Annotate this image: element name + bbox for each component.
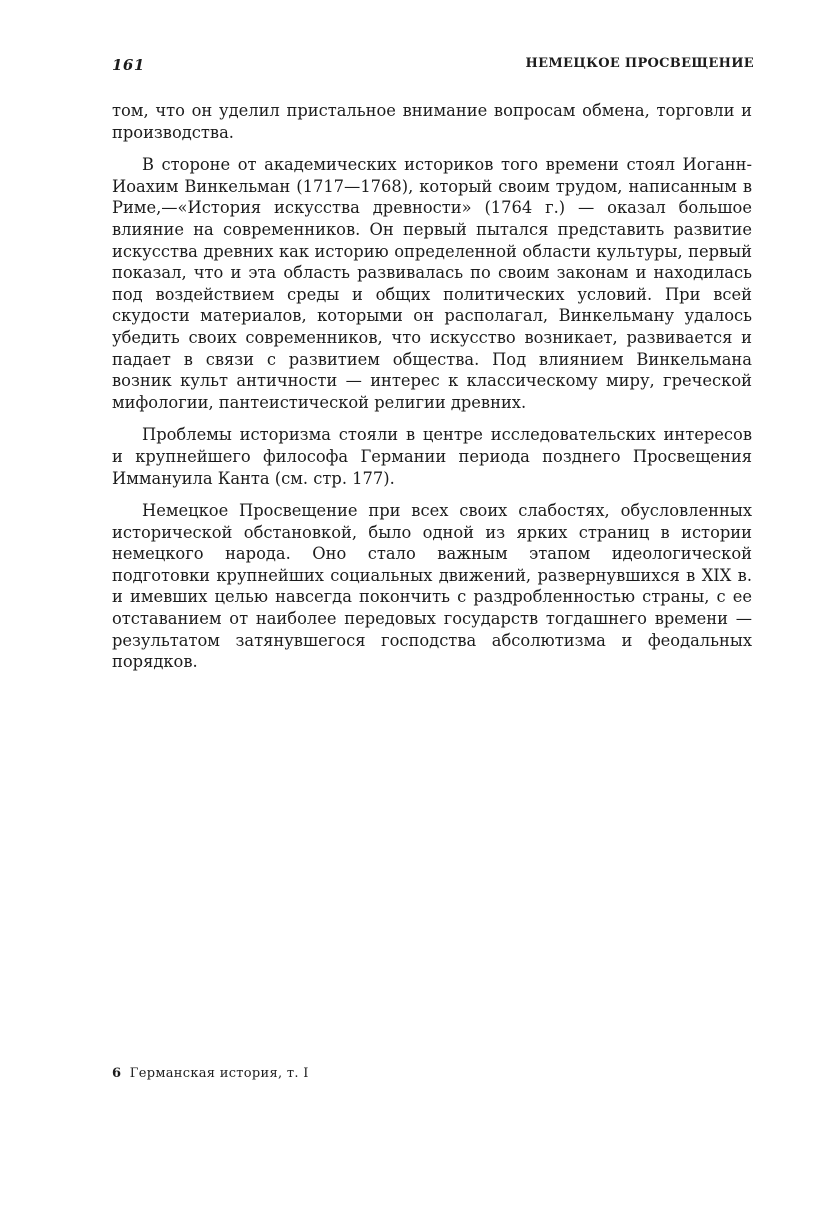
signature-number: 6 [112, 1066, 122, 1081]
running-head: НЕМЕЦКОЕ ПРОСВЕЩЕНИЕ [525, 56, 754, 71]
paragraph-conclusion: Немецкое Просвещение при всех своих слабостях, обусловленных исторической обстановкой, было одной из ярких страниц в истории немецкого народа. Оно стало важным этапом идеологической подготовки крупнейших социальных движений, развернувшихся в XIX в. и имевших целью навсегда покончить с раздробленностью страны, с ее отставанием от наиболее передовых государств тогдашнего времени — результатом затянувшегося господства абсолютизма и феодальных порядков. [112, 501, 752, 672]
page-header [112, 56, 754, 76]
printer-signature [112, 1066, 309, 1081]
paragraph-continuation: том, что он уделил пристальное внимание вопросам обмена, торговли и производства. [112, 101, 752, 142]
signature-text: Германская история, т. I [129, 1066, 309, 1081]
main-text [112, 100, 752, 684]
page-number: 161 [112, 56, 145, 74]
paragraph-kant: Проблемы историзма стояли в центре исследовательских интересов и крупнейшего философа Германии периода позднего Просвещения Иммануила Канта (см. стр. 177). [112, 425, 752, 488]
paragraph-winckelmann: В стороне от академических историков того времени стоял Иоганн-Иоахим Винкельман (1717—1768), который своим трудом, написанным в Риме,—«История искусства древности» (1764 г.) — оказал большое влияние на современников. Он первый пытался представить развитие искусства древних как историю определенной области культуры, первый показал, что и эта область развивалась по своим законам и находилась под воздействием среды и общих политических условий. При всей скудости материалов, которыми он располагал, Винкельману удалось убедить своих современников, что искусство возникает, развивается и падает в связи с развитием общества. Под влиянием Винкельмана возник культ античности — интерес к классическому миру, греческой мифологии, пантеистической религии древних. [112, 155, 752, 412]
